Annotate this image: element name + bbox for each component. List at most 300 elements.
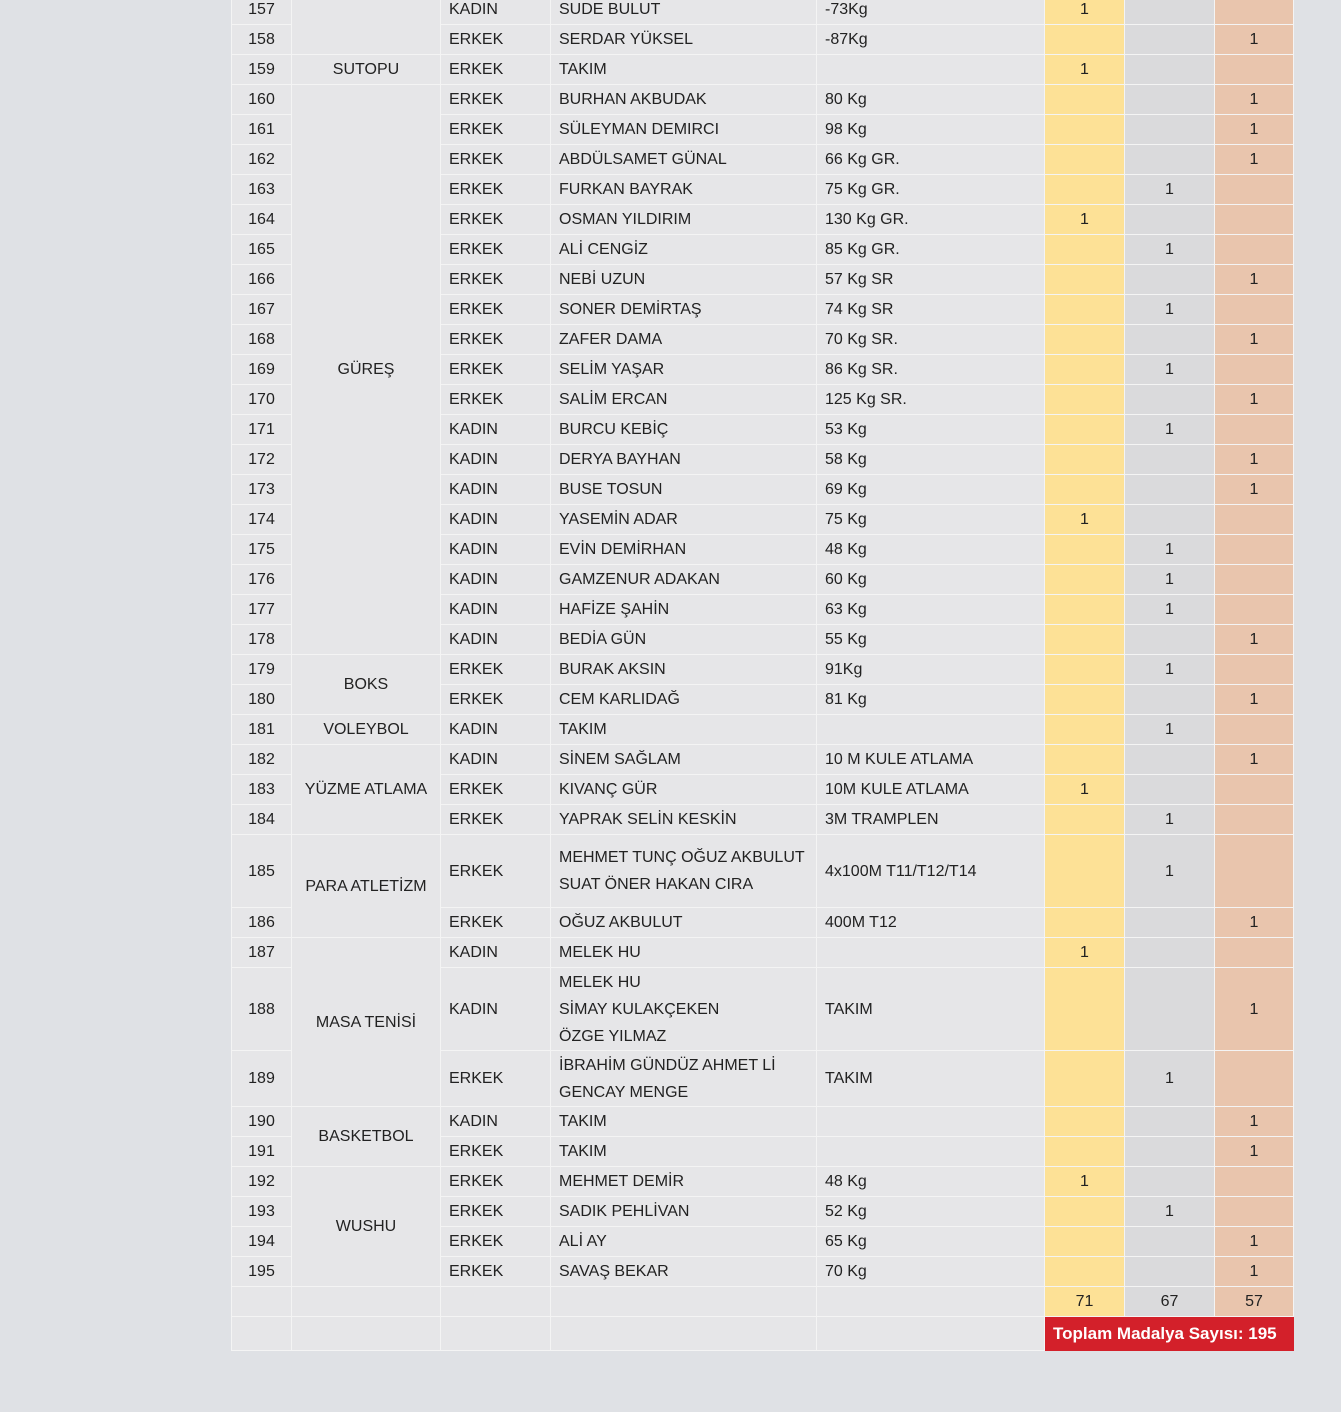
silver-medal-cell: 1 — [1125, 835, 1215, 908]
gold-medal-cell: 1 — [1045, 1167, 1125, 1197]
gold-medal-cell: 1 — [1045, 775, 1125, 805]
row-number: 187 — [232, 938, 292, 968]
gold-medal-cell — [1045, 1227, 1125, 1257]
category-cell: 10 M KULE ATLAMA — [817, 745, 1045, 775]
athlete-name: GENCAY MENGE — [559, 1083, 689, 1101]
category-cell: 63 Kg — [817, 595, 1045, 625]
silver-medal-cell: 1 — [1125, 235, 1215, 265]
row-number: 177 — [232, 595, 292, 625]
gold-medal-cell — [1045, 1257, 1125, 1287]
gold-medal-cell — [1045, 1137, 1125, 1167]
silver-medal-cell: 1 — [1125, 535, 1215, 565]
gold-medal-cell — [1045, 475, 1125, 505]
bronze-medal-cell — [1215, 655, 1294, 685]
table-row — [232, 1167, 1294, 1197]
category-cell: 4x100M T11/T12/T14 — [817, 835, 1045, 908]
gender-cell: ERKEK — [441, 685, 551, 715]
silver-medal-cell: 1 — [1125, 565, 1215, 595]
row-number: 173 — [232, 475, 292, 505]
athlete-name-cell — [551, 265, 817, 295]
athlete-name-cell — [551, 115, 817, 145]
gender-cell: KADIN — [441, 938, 551, 968]
athlete-name: MEHMET DEMİR — [559, 1173, 685, 1190]
silver-medal-cell — [1125, 938, 1215, 968]
row-number: 168 — [232, 325, 292, 355]
silver-medal-cell: 1 — [1125, 805, 1215, 835]
athlete-name: SUDE BULUT — [559, 1, 661, 18]
sport-cell: BOKS — [292, 655, 441, 715]
athlete-name: ALİ AY — [559, 1233, 607, 1250]
athlete-name-cell — [551, 805, 817, 835]
athlete-name-cell — [551, 1227, 817, 1257]
athlete-name: MELEK HU — [559, 944, 641, 961]
athlete-name-cell — [551, 565, 817, 595]
athlete-name-cell — [551, 938, 817, 968]
silver-medal-cell: 1 — [1125, 415, 1215, 445]
bronze-medal-cell — [1215, 595, 1294, 625]
silver-medal-cell — [1125, 1137, 1215, 1167]
category-cell: TAKIM — [817, 1051, 1045, 1107]
gold-medal-cell — [1045, 595, 1125, 625]
row-number: 194 — [232, 1227, 292, 1257]
athlete-name-cell — [551, 655, 817, 685]
gender-cell: ERKEK — [441, 55, 551, 85]
bronze-medal-cell: 1 — [1215, 115, 1294, 145]
row-number: 176 — [232, 565, 292, 595]
bronze-medal-cell: 1 — [1215, 325, 1294, 355]
gold-medal-cell — [1045, 415, 1125, 445]
bronze-medal-cell — [1215, 1167, 1294, 1197]
table-row — [232, 745, 1294, 775]
summary-spacer — [817, 1317, 1045, 1351]
bronze-medal-cell — [1215, 355, 1294, 385]
gender-cell: KADIN — [441, 715, 551, 745]
gender-cell: ERKEK — [441, 115, 551, 145]
athlete-name: SALİM ERCAN — [559, 391, 668, 408]
table-row — [232, 55, 1294, 85]
gold-medal-cell — [1045, 908, 1125, 938]
gold-medal-cell — [1045, 968, 1125, 1051]
athlete-name: ALİ CENGİZ — [559, 241, 648, 258]
sport-cell: GÜREŞ — [292, 85, 441, 655]
medal-table — [231, 0, 1294, 1351]
gold-medal-cell — [1045, 265, 1125, 295]
sport-cell: YÜZME ATLAMA — [292, 745, 441, 835]
gender-cell: ERKEK — [441, 325, 551, 355]
silver-medal-cell — [1125, 25, 1215, 55]
athlete-name-cell — [551, 445, 817, 475]
bronze-medal-cell: 1 — [1215, 85, 1294, 115]
athlete-name: SÜLEYMAN DEMIRCI — [559, 121, 720, 138]
bronze-medal-cell: 1 — [1215, 445, 1294, 475]
silver-medal-cell — [1125, 0, 1215, 25]
athlete-name-cell — [551, 1167, 817, 1197]
silver-medal-cell — [1125, 145, 1215, 175]
athlete-name-cell — [551, 745, 817, 775]
athlete-name: GAMZENUR ADAKAN — [559, 571, 720, 588]
category-cell: 91Kg — [817, 655, 1045, 685]
athlete-name: SAVAŞ BEKAR — [559, 1263, 669, 1280]
bronze-medal-cell — [1215, 775, 1294, 805]
gold-medal-cell — [1045, 235, 1125, 265]
athlete-name: TAKIM — [559, 1143, 607, 1160]
row-number: 170 — [232, 385, 292, 415]
category-cell — [817, 55, 1045, 85]
row-number: 158 — [232, 25, 292, 55]
gender-cell: ERKEK — [441, 655, 551, 685]
totals-spacer — [551, 1287, 817, 1317]
category-cell: 3M TRAMPLEN — [817, 805, 1045, 835]
gender-cell: ERKEK — [441, 1227, 551, 1257]
totals-spacer — [817, 1287, 1045, 1317]
bronze-medal-cell: 1 — [1215, 385, 1294, 415]
bronze-medal-cell: 1 — [1215, 265, 1294, 295]
athlete-name-cell — [551, 295, 817, 325]
category-cell: 130 Kg GR. — [817, 205, 1045, 235]
athlete-name-cell — [551, 535, 817, 565]
totals-spacer — [232, 1287, 292, 1317]
gold-medal-cell — [1045, 625, 1125, 655]
row-number: 165 — [232, 235, 292, 265]
silver-medal-cell — [1125, 85, 1215, 115]
gold-medal-cell — [1045, 535, 1125, 565]
gender-cell: ERKEK — [441, 145, 551, 175]
category-cell: 70 Kg SR. — [817, 325, 1045, 355]
athlete-name: SİMAY KULAKÇEKEN — [559, 1000, 720, 1018]
bronze-total: 57 — [1215, 1287, 1294, 1317]
athlete-name-cell — [551, 325, 817, 355]
gold-medal-cell: 1 — [1045, 505, 1125, 535]
gender-cell: ERKEK — [441, 265, 551, 295]
category-cell: 75 Kg GR. — [817, 175, 1045, 205]
athlete-name-cell — [551, 1137, 817, 1167]
gender-cell: ERKEK — [441, 1257, 551, 1287]
silver-medal-cell — [1125, 1227, 1215, 1257]
row-number: 175 — [232, 535, 292, 565]
athlete-name-cell — [551, 1257, 817, 1287]
category-cell: 80 Kg — [817, 85, 1045, 115]
category-cell: -73Kg — [817, 0, 1045, 25]
bronze-medal-cell: 1 — [1215, 145, 1294, 175]
row-number: 192 — [232, 1167, 292, 1197]
totals-spacer — [441, 1287, 551, 1317]
category-cell: -87Kg — [817, 25, 1045, 55]
category-cell: 55 Kg — [817, 625, 1045, 655]
athlete-name: YAPRAK SELİN KESKİN — [559, 811, 737, 828]
athlete-name: OSMAN YILDIRIM — [559, 211, 692, 228]
athlete-name-cell — [551, 685, 817, 715]
gender-cell: ERKEK — [441, 1197, 551, 1227]
athlete-name: BURAK AKSIN — [559, 661, 666, 678]
gender-cell: KADIN — [441, 1107, 551, 1137]
gold-medal-cell — [1045, 1051, 1125, 1107]
row-number: 167 — [232, 295, 292, 325]
category-cell: 98 Kg — [817, 115, 1045, 145]
athlete-name-cell — [551, 1051, 817, 1107]
bronze-medal-cell — [1215, 175, 1294, 205]
gender-cell: KADIN — [441, 535, 551, 565]
athlete-name-cell — [551, 775, 817, 805]
table-row — [232, 655, 1294, 685]
athlete-name: TAKIM — [559, 1113, 607, 1130]
bronze-medal-cell: 1 — [1215, 1137, 1294, 1167]
gender-cell: ERKEK — [441, 1137, 551, 1167]
bronze-medal-cell — [1215, 715, 1294, 745]
gold-medal-cell — [1045, 835, 1125, 908]
gold-medal-cell — [1045, 115, 1125, 145]
gender-cell: KADIN — [441, 745, 551, 775]
category-cell: TAKIM — [817, 968, 1045, 1051]
summary-spacer — [292, 1317, 441, 1351]
athlete-name: TAKIM — [559, 61, 607, 78]
athlete-name-cell — [551, 55, 817, 85]
row-number: 163 — [232, 175, 292, 205]
gold-medal-cell — [1045, 565, 1125, 595]
bronze-medal-cell — [1215, 415, 1294, 445]
athlete-name: BEDİA GÜN — [559, 631, 647, 648]
row-number: 181 — [232, 715, 292, 745]
bronze-medal-cell: 1 — [1215, 968, 1294, 1051]
silver-medal-cell — [1125, 55, 1215, 85]
gender-cell: ERKEK — [441, 175, 551, 205]
category-cell: 85 Kg GR. — [817, 235, 1045, 265]
gender-cell: ERKEK — [441, 835, 551, 908]
row-number: 186 — [232, 908, 292, 938]
gold-medal-cell — [1045, 805, 1125, 835]
row-number: 157 — [232, 0, 292, 25]
category-cell: 66 Kg GR. — [817, 145, 1045, 175]
bronze-medal-cell — [1215, 0, 1294, 25]
athlete-name: SELİM YAŞAR — [559, 361, 665, 378]
gold-medal-cell — [1045, 385, 1125, 415]
category-cell — [817, 715, 1045, 745]
category-cell: 57 Kg SR — [817, 265, 1045, 295]
athlete-name: ZAFER DAMA — [559, 331, 663, 348]
athlete-name: HAFİZE ŞAHİN — [559, 601, 670, 618]
bronze-medal-cell — [1215, 55, 1294, 85]
gold-medal-cell: 1 — [1045, 205, 1125, 235]
sport-cell: VOLEYBOL — [292, 715, 441, 745]
row-number: 166 — [232, 265, 292, 295]
bronze-medal-cell — [1215, 805, 1294, 835]
gender-cell: ERKEK — [441, 25, 551, 55]
category-cell: 74 Kg SR — [817, 295, 1045, 325]
category-cell: 65 Kg — [817, 1227, 1045, 1257]
athlete-name-cell — [551, 85, 817, 115]
athlete-name-cell — [551, 0, 817, 25]
athlete-name: BUSE TOSUN — [559, 481, 663, 498]
gold-medal-cell — [1045, 325, 1125, 355]
category-cell: 81 Kg — [817, 685, 1045, 715]
summary-spacer — [441, 1317, 551, 1351]
gold-medal-cell — [1045, 1107, 1125, 1137]
bronze-medal-cell — [1215, 835, 1294, 908]
totals-spacer — [292, 1287, 441, 1317]
athlete-name: OĞUZ AKBULUT — [559, 914, 683, 931]
athlete-name: DERYA BAYHAN — [559, 451, 681, 468]
athlete-name-cell — [551, 415, 817, 445]
bronze-medal-cell: 1 — [1215, 1257, 1294, 1287]
row-number: 172 — [232, 445, 292, 475]
sport-cell: PARA ATLETİZM — [292, 835, 441, 938]
silver-medal-cell — [1125, 385, 1215, 415]
athlete-name: TAKIM — [559, 721, 607, 738]
athlete-name-cell — [551, 968, 817, 1051]
gold-medal-cell — [1045, 685, 1125, 715]
silver-total: 67 — [1125, 1287, 1215, 1317]
category-cell: 52 Kg — [817, 1197, 1045, 1227]
gender-cell: ERKEK — [441, 355, 551, 385]
gold-medal-cell — [1045, 175, 1125, 205]
gold-medal-cell: 1 — [1045, 0, 1125, 25]
bronze-medal-cell: 1 — [1215, 1227, 1294, 1257]
gold-medal-cell — [1045, 745, 1125, 775]
row-number: 160 — [232, 85, 292, 115]
silver-medal-cell: 1 — [1125, 595, 1215, 625]
silver-medal-cell: 1 — [1125, 175, 1215, 205]
bronze-medal-cell: 1 — [1215, 1107, 1294, 1137]
gold-medal-cell — [1045, 1197, 1125, 1227]
table-row — [232, 1107, 1294, 1137]
gender-cell: ERKEK — [441, 1051, 551, 1107]
gender-cell: ERKEK — [441, 85, 551, 115]
silver-medal-cell — [1125, 205, 1215, 235]
gold-medal-cell — [1045, 145, 1125, 175]
gold-medal-cell — [1045, 715, 1125, 745]
row-number: 178 — [232, 625, 292, 655]
gender-cell: ERKEK — [441, 295, 551, 325]
gold-medal-cell — [1045, 355, 1125, 385]
athlete-name-cell — [551, 385, 817, 415]
gender-cell: KADIN — [441, 595, 551, 625]
athlete-name-cell — [551, 835, 817, 908]
table-row — [232, 0, 1294, 25]
athlete-name-cell — [551, 1107, 817, 1137]
gender-cell: ERKEK — [441, 775, 551, 805]
summary-spacer — [232, 1317, 292, 1351]
athlete-name: FURKAN BAYRAK — [559, 181, 693, 198]
gender-cell: ERKEK — [441, 1167, 551, 1197]
bronze-medal-cell — [1215, 565, 1294, 595]
gold-medal-cell — [1045, 25, 1125, 55]
athlete-name: MELEK HU — [559, 973, 641, 991]
athlete-name-cell — [551, 145, 817, 175]
category-cell — [817, 1137, 1045, 1167]
bronze-medal-cell — [1215, 295, 1294, 325]
silver-medal-cell — [1125, 505, 1215, 535]
bronze-medal-cell: 1 — [1215, 475, 1294, 505]
athlete-name-cell — [551, 595, 817, 625]
silver-medal-cell — [1125, 1107, 1215, 1137]
gender-cell: ERKEK — [441, 908, 551, 938]
silver-medal-cell — [1125, 968, 1215, 1051]
silver-medal-cell — [1125, 265, 1215, 295]
row-number: 161 — [232, 115, 292, 145]
category-cell: 48 Kg — [817, 535, 1045, 565]
gender-cell: KADIN — [441, 0, 551, 25]
silver-medal-cell — [1125, 685, 1215, 715]
athlete-name: NEBİ UZUN — [559, 271, 646, 288]
gold-medal-cell — [1045, 295, 1125, 325]
row-number: 188 — [232, 968, 292, 1051]
athlete-name: ÖZGE YILMAZ — [559, 1027, 667, 1045]
bronze-medal-cell — [1215, 505, 1294, 535]
gender-cell: KADIN — [441, 565, 551, 595]
athlete-name: BURHAN AKBUDAK — [559, 91, 707, 108]
row-number: 183 — [232, 775, 292, 805]
athlete-name-cell — [551, 505, 817, 535]
gold-medal-cell — [1045, 445, 1125, 475]
athlete-name-cell — [551, 625, 817, 655]
silver-medal-cell: 1 — [1125, 655, 1215, 685]
silver-medal-cell: 1 — [1125, 295, 1215, 325]
bronze-medal-cell: 1 — [1215, 685, 1294, 715]
silver-medal-cell — [1125, 115, 1215, 145]
row-number: 190 — [232, 1107, 292, 1137]
row-number: 189 — [232, 1051, 292, 1107]
silver-medal-cell — [1125, 475, 1215, 505]
bronze-medal-cell — [1215, 535, 1294, 565]
row-number: 185 — [232, 835, 292, 908]
category-cell — [817, 938, 1045, 968]
table-row — [232, 715, 1294, 745]
sport-cell: MASA TENİSİ — [292, 938, 441, 1107]
table-row — [232, 835, 1294, 908]
row-number: 159 — [232, 55, 292, 85]
row-number: 184 — [232, 805, 292, 835]
table-row — [232, 85, 1294, 115]
athlete-name: YASEMİN ADAR — [559, 511, 678, 528]
totals-row — [232, 1287, 1294, 1317]
athlete-name: SADIK PEHLİVAN — [559, 1203, 690, 1220]
row-number: 162 — [232, 145, 292, 175]
row-number: 174 — [232, 505, 292, 535]
athlete-name-cell — [551, 25, 817, 55]
category-cell: 75 Kg — [817, 505, 1045, 535]
athlete-name: SONER DEMİRTAŞ — [559, 301, 702, 318]
row-number: 191 — [232, 1137, 292, 1167]
bronze-medal-cell — [1215, 205, 1294, 235]
gold-medal-cell — [1045, 85, 1125, 115]
athlete-name: CEM KARLIDAĞ — [559, 691, 680, 708]
bronze-medal-cell — [1215, 235, 1294, 265]
gold-medal-cell: 1 — [1045, 938, 1125, 968]
gender-cell: KADIN — [441, 505, 551, 535]
athlete-name-cell — [551, 475, 817, 505]
bronze-medal-cell: 1 — [1215, 25, 1294, 55]
athlete-name-cell — [551, 715, 817, 745]
category-cell: 70 Kg — [817, 1257, 1045, 1287]
category-cell: 48 Kg — [817, 1167, 1045, 1197]
bronze-medal-cell — [1215, 1051, 1294, 1107]
sport-cell — [292, 0, 441, 55]
gender-cell: ERKEK — [441, 805, 551, 835]
athlete-name-cell — [551, 175, 817, 205]
total-medal-count: Toplam Madalya Sayısı: 195 — [1045, 1317, 1294, 1351]
table-row — [232, 938, 1294, 968]
athlete-name-cell — [551, 355, 817, 385]
row-number: 180 — [232, 685, 292, 715]
athlete-name-cell — [551, 235, 817, 265]
category-cell: 10M KULE ATLAMA — [817, 775, 1045, 805]
silver-medal-cell — [1125, 625, 1215, 655]
sport-cell: SUTOPU — [292, 55, 441, 85]
gender-cell: KADIN — [441, 968, 551, 1051]
summary-row — [232, 1317, 1294, 1351]
row-number: 179 — [232, 655, 292, 685]
athlete-name: ABDÜLSAMET GÜNAL — [559, 151, 727, 168]
silver-medal-cell — [1125, 908, 1215, 938]
